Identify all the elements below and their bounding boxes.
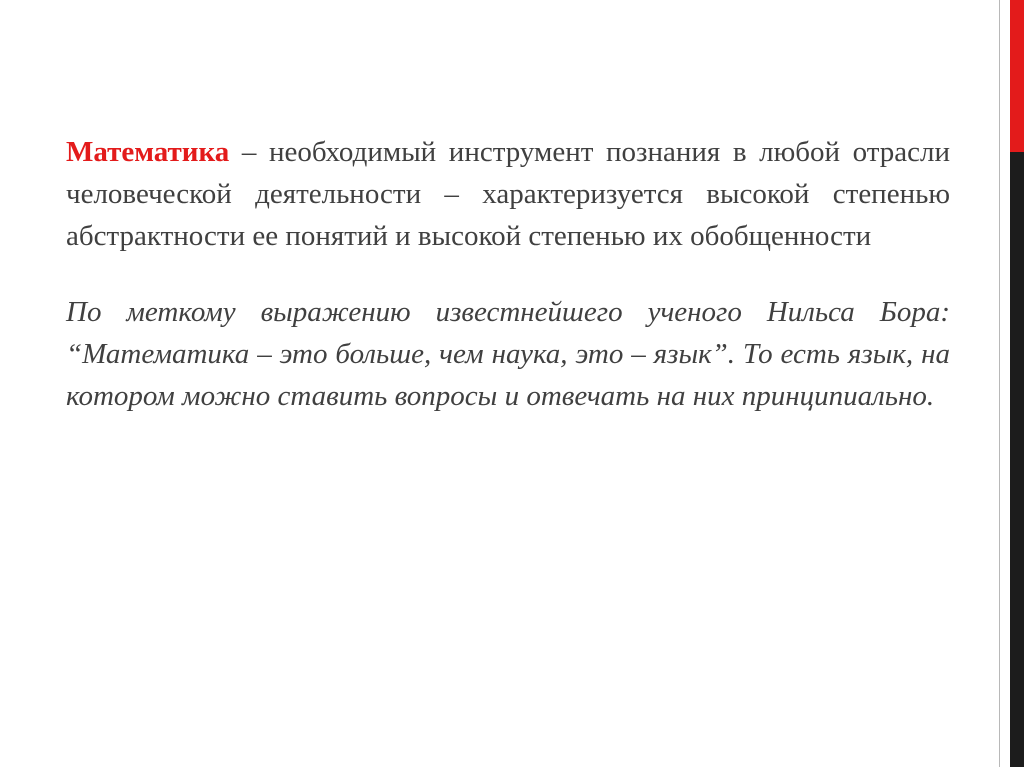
side-accent-red — [1010, 0, 1024, 152]
slide-body — [66, 131, 950, 417]
definition-text: – необходимый инструмент познания в любой отрасли человеческой деятельности – характеризуется высокой степенью абстрактности ее понятий и высокой степенью их обобщенности — [66, 136, 950, 252]
definition-paragraph — [66, 131, 950, 257]
side-accent-black — [1010, 152, 1024, 767]
highlighted-term: Математика — [66, 136, 230, 168]
quote-paragraph: По меткому выражению известнейшего ученого Нильса Бора: “Математика – это больше, чем наука, это – язык”. То есть язык, на котором можно ставить вопросы и отвечать на них принципиально. — [66, 296, 950, 412]
side-accent-bar — [1010, 0, 1024, 767]
side-divider-line — [999, 0, 1000, 767]
